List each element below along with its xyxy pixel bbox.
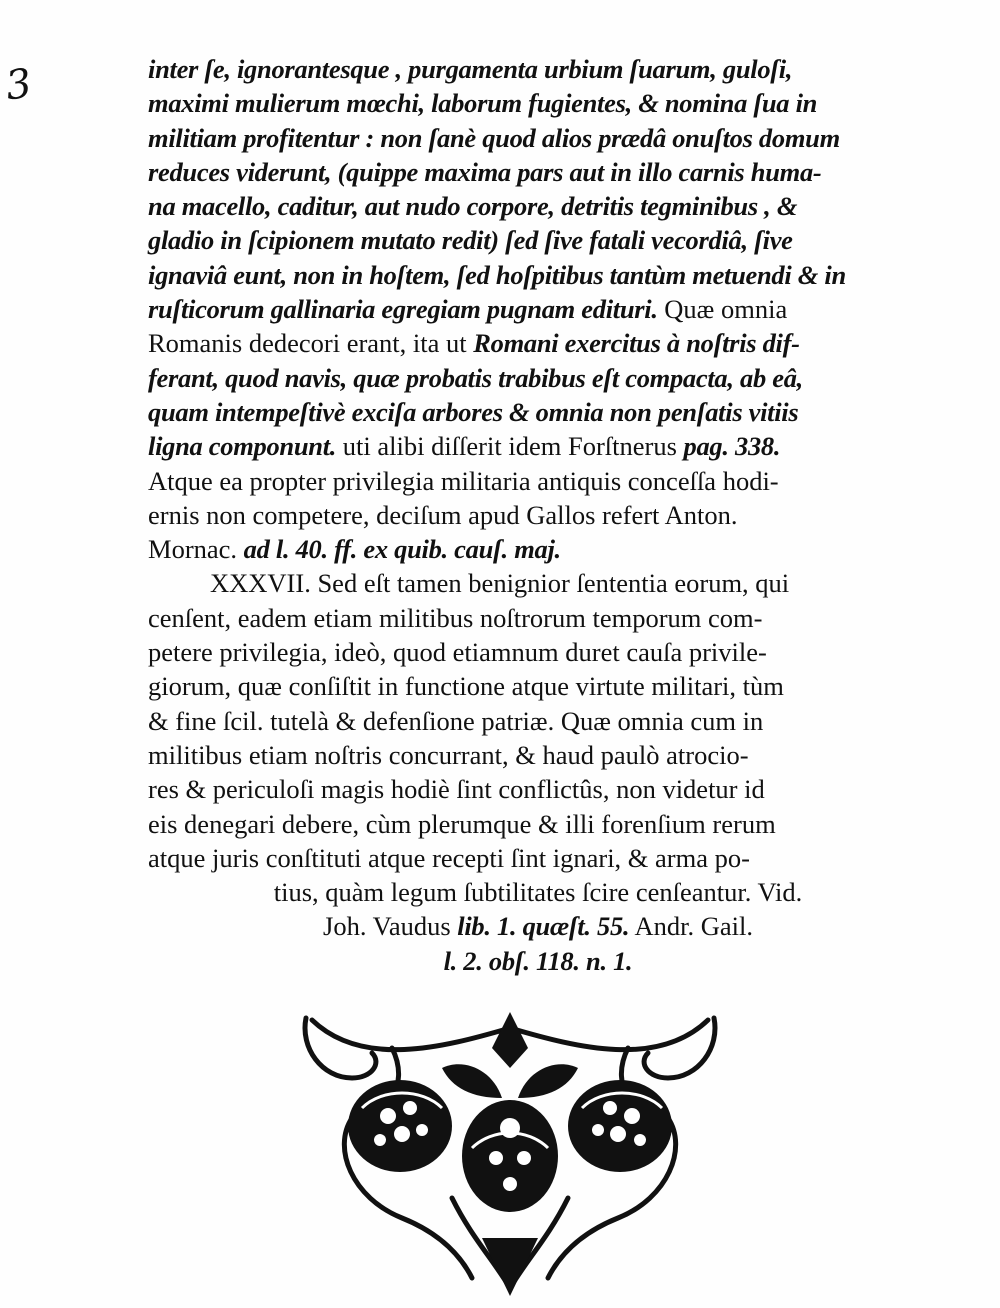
text-italic: ligna componunt.: [148, 431, 337, 462]
text-roman: Mornac.: [148, 534, 238, 565]
text-line: l. 2. obſ. 118. n. 1.: [443, 945, 633, 976]
text-roman: Romanis dedecori erant, ita ut: [148, 328, 467, 359]
text-line: [148, 909, 928, 943]
paragraph-start: XXXVII. Sed eſt tamen benignior ſententia eorum, qui: [210, 568, 790, 599]
text-line: [148, 326, 928, 360]
text-italic: ruſticorum gallinaria egregiam pugnam edituri.: [148, 294, 658, 325]
text-italic: Romani exercitus à noſtris dif-: [473, 328, 800, 359]
text-line: militibus etiam noſtris concurrant, & haud paulò atrocio-: [148, 739, 749, 770]
body-text: [148, 52, 928, 978]
text-line: inter ſe, ignorantesque , purgamenta urbium ſuarum, guloſi,: [148, 54, 793, 84]
text-line: ignaviâ eunt, non in hoſtem, ſed hoſpitibus tantùm metuendi & in: [148, 259, 846, 290]
text-line: Atque ea propter privilegia militaria antiquis conceſſa hodi-: [148, 465, 779, 496]
text-line: [148, 429, 928, 463]
text-roman: Quæ omnia: [664, 294, 788, 325]
text-line: [148, 292, 928, 326]
text-line: ernis non competere, deciſum apud Gallos refert Anton.: [148, 499, 738, 530]
text-line: na macello, caditur, aut nudo corpore, detritis tegminibus , &: [148, 191, 798, 222]
text-line: & fine ſcil. tutelà & defenſione patriæ. Quæ omnia cum in: [148, 705, 764, 736]
page-number: 3: [2, 60, 35, 110]
text-line: res & periculoſi magis hodiè ſint conflictûs, non videtur id: [148, 774, 765, 805]
text-roman: Joh. Vaudus: [323, 911, 451, 942]
text-line: maximi mulierum mœchi, laborum fugientes, & nomina ſua in: [148, 88, 818, 119]
text-line: eis denegari debere, cùm plerumque & illi forenſium rerum: [148, 808, 776, 839]
text-line: militiam profitentur : non ſanè quod alios prædâ onuſtos domum: [148, 122, 840, 153]
text-line: petere privilegia, ideò, quod etiamnum duret cauſa privile-: [148, 637, 767, 668]
text-roman: uti alibi diſſerit idem Forſtnerus: [342, 431, 677, 462]
text-italic: ad l. 40. ff. ex quib. cauſ. maj.: [243, 534, 561, 565]
text-line: tius, quàm legum ſubtilitates ſcire cenſeantur. Vid.: [273, 877, 803, 908]
text-line: reduces viderunt, (quippe maxima pars aut in illo carnis huma-: [148, 156, 822, 187]
text-line: quam intempeſtivè exciſa arbores & omnia non penſatis vitiis: [148, 396, 799, 427]
text-line: cenſent, eadem etiam militibus noſtrorum temporum com-: [148, 602, 763, 633]
text-line: atque juris conſtituti atque recepti ſint ignari, & arma po-: [148, 842, 750, 873]
text-italic: pag. 338.: [683, 431, 781, 462]
text-line: ferant, quod navis, quæ probatis trabibus eſt compacta, ab eâ,: [148, 362, 803, 393]
text-line: giorum, quæ conſiſtit in functione atque virtute militari, tùm: [148, 671, 784, 702]
floral-tailpiece-ornament: [292, 1008, 728, 1296]
text-italic: lib. 1. quæſt. 55.: [457, 911, 630, 942]
text-roman: Andr. Gail.: [634, 911, 753, 942]
text-line: [148, 532, 928, 566]
text-line: gladio in ſcipionem mutato redit) ſed ſive fatali vecordiâ, ſive: [148, 225, 793, 256]
